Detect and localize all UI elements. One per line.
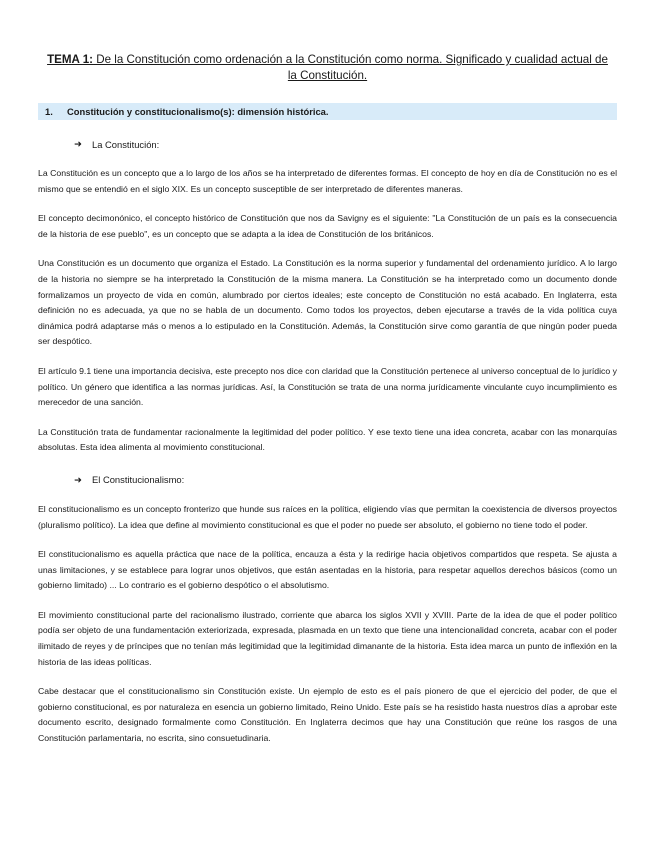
subsection-heading [74, 474, 617, 486]
title-text: De la Constitución como ordenación a la Constitución como norma. Significado y cualidad actual de la Constitución. [93, 53, 608, 82]
paragraph: La Constitución trata de fundamentar racionalmente la legitimidad del poder político. Y ese texto tiene una idea concreta, acabar con las monarquías absolutas. Esta idea alimenta al movimiento constitucional. [38, 426, 617, 453]
page-title [46, 52, 609, 84]
paragraph: El concepto decimonónico, el concepto histórico de Constitución que nos da Savigny es el siguiente: "La Constitución de un país es la consecuencia de la historia de ese pueblo", es un concepto que se adapta a la idea de Constitución de los británicos. [38, 213, 617, 239]
paragraph: El artículo 9.1 tiene una importancia decisiva, este precepto nos dice con claridad que la Constitución pertenece al universo conceptual de lo jurídico y político. Un género que identifica a las normas jurídicas. Así, la Constitución se trata de una norma jurídicamente vinculante cuyo incumplimiento es merecedor de una sanción. [38, 365, 617, 408]
arrow-right-icon: ➜ [74, 138, 82, 149]
title-label: TEMA 1: [47, 53, 94, 66]
paragraph: Cabe destacar que el constitucionalismo sin Constitución existe. Un ejemplo de esto es el país pionero de que el ejercicio del poder, de que el gobierno constitucional, es por naturaleza en esencia un gobierno limitado, Reino Unido. Este país se ha resistido hasta nuestros días a aprobar este documento escrito, designado formalmente como Constitución. En Inglaterra decimos que hay una Constitución que reúne los rasgos de una Constitución parlamentaria, no escrita, sino consuetudinaria. [38, 686, 617, 744]
paragraph: Una Constitución es un documento que organiza el Estado. La Constitución es la norma superior y fundamental del ordenamiento jurídico. A lo largo de la historia no siempre se ha interpretado la Constitución de la misma manera. La Constitución se ha interpretado como un documento donde formalizamos un proyecto de vida en común, alumbrado por ciertos ideales; este concepto de Constitución no está acabado. En Inglaterra, esta definición no es adecuada, ya que no se habla de un documento. Como todos los proyectos, deben ejecutarse a través de la vida política cuya dinámica podrá adaptarse más o menos a lo estipulado en la Constitución. Además, la Constitución sirve como garantía de que ningún poder pueda ser despótico. [38, 258, 617, 347]
paragraph: El constitucionalismo es un concepto fronterizo que hunde sus raíces en la política, eligiendo vías que permitan la coexistencia de diversos proyectos (pluralismo político). La idea que define al movimiento constitucional es que el poder no puede ser absoluto, el gobierno no tiene todo el poder. [38, 503, 617, 530]
subsection-label: La Constitución: [92, 138, 160, 150]
paragraph: La Constitución es un concepto que a lo largo de los años se ha interpretado de diferentes formas. El concepto de hoy en día de Constitución no es el mismo que se entendió en el siglo XIX. Es un concepto susceptible de ser interpretado de diferentes maneras. [38, 168, 617, 194]
section-label: Constitución y constitucionalismo(s): dimensión histórica. [67, 106, 329, 117]
subsection-heading [74, 138, 617, 150]
section-heading [38, 103, 617, 120]
paragraph: El constitucionalismo es aquella práctica que nace de la política, encauza a ésta y la redirige hacia objetivos compartidos que respeta. Se ajusta a unas limitaciones, y se establece para lograr unos objetivos, que están asentadas en la historia, para respetar aquellos derechos básicos (como un gobierno limitado) ... Lo contrario es el gobierno despótico o el absolutismo. [38, 549, 617, 591]
paragraph: El movimiento constitucional parte del racionalismo ilustrado, corriente que abarca los siglos XVII y XVIII. Parte de la idea de que el poder político podía ser objeto de una fundamentación exteriorizada, expresada, plasmada en un texto que tiene una intencionalidad concreta, acabar con el poder ilimitado de reyes y de príncipes que no tenían más legitimidad que la legitimidad dimanante de la historia. Esta idea marca un punto de inflexión en la historia de las ideas políticas. [38, 609, 617, 667]
section-number: 1. [45, 106, 53, 117]
arrow-right-icon: ➜ [74, 473, 82, 485]
subsection-label: El Constitucionalismo: [92, 474, 185, 486]
